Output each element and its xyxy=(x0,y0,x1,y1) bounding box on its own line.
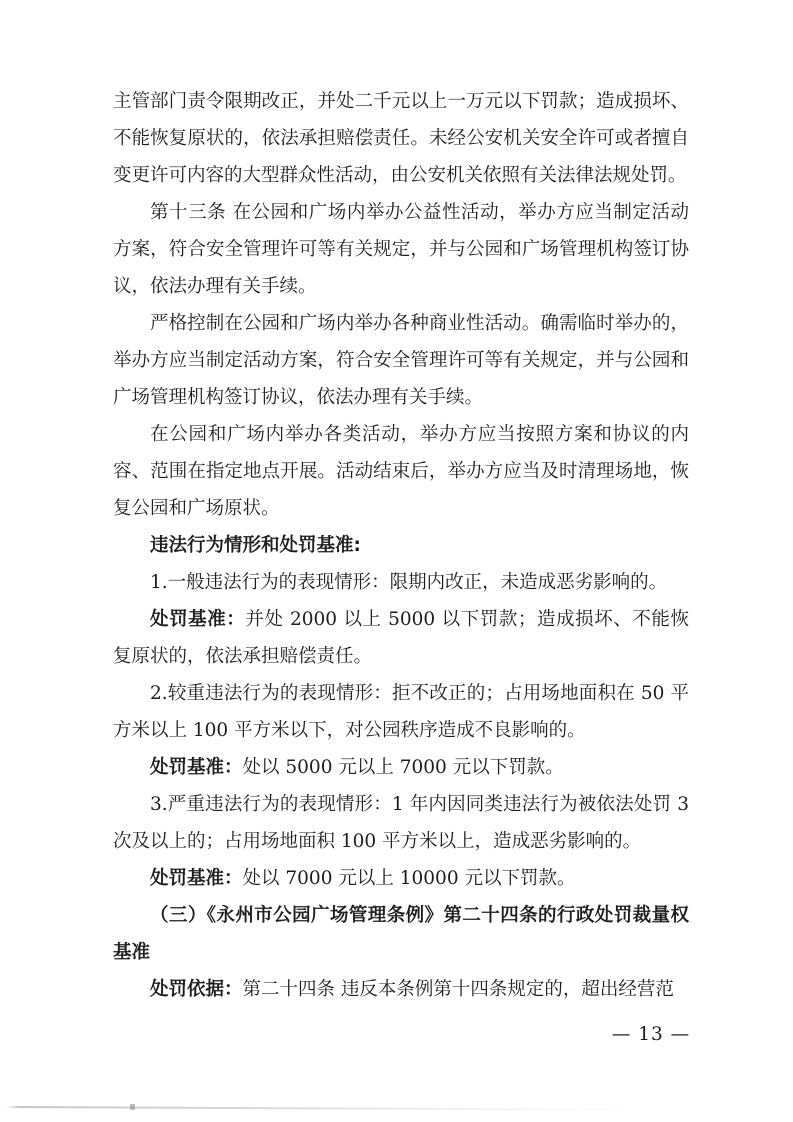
penalty-basis-text: 第二十四条 违反本条例第十四条规定的，超出经营范 xyxy=(242,979,674,1000)
heading-violation-penalty-standards: 违法行为情形和处罚基准: xyxy=(150,535,361,556)
penalty-standard-label: 处罚基准： xyxy=(150,868,243,889)
penalty-standard-text: 处以 7000 元以上 10000 元以下罚款。 xyxy=(242,868,576,889)
paragraph-penalty-basis xyxy=(113,971,689,1008)
heading-section-3: （三）《永州市公园广场管理条例》第二十四条的行政处罚裁量权基准 xyxy=(113,905,689,963)
paragraph-violation-level-1: 1.一般违法行为的表现情形：限期内改正，未造成恶劣影响的。 xyxy=(150,572,668,593)
paragraph-penalty-standard-1 xyxy=(113,601,689,675)
document-body xyxy=(113,83,689,1008)
page-number: — 13 — xyxy=(611,1024,691,1045)
penalty-standard-label: 处罚基准： xyxy=(150,609,246,630)
scan-edge-artifact xyxy=(6,1106,656,1111)
paragraph-penalty-standard-2 xyxy=(113,749,689,786)
penalty-standard-text: 并处 2000 以上 5000 以下罚款；造成损坏、不能恢复原状的，依法承担赔偿责任。 xyxy=(113,609,689,667)
paragraph-activity-conduct: 在公园和广场内举办各类活动，举办方应当按照方案和协议的内容、范围在指定地点开展。活动结束后，举办方应当及时清理场地，恢复公园和广场原状。 xyxy=(113,424,689,519)
paragraph-fine-continuation: 主管部门责令限期改正，并处二千元以上一万元以下罚款；造成损坏、不能恢复原状的，依法承担赔偿责任。未经公安机关安全许可或者擅自变更许可内容的大型群众性活动，由公安机关依照有关法律法规处罚。 xyxy=(113,91,689,186)
paragraph-violation-level-2: 2.较重违法行为的表现情形：拒不改正的；占用场地面积在 50 平方米以上 100 平方米以下，对公园秩序造成不良影响的。 xyxy=(113,683,689,741)
paragraph-article-13: 第十三条 在公园和广场内举办公益性活动，举办方应当制定活动方案，符合安全管理许可等有关规定，并与公园和广场管理机构签订协议，依法办理有关手续。 xyxy=(113,202,689,297)
paragraph-penalty-standard-3 xyxy=(113,860,689,897)
paragraph-commercial-activities: 严格控制在公园和广场内举办各种商业性活动。确需临时举办的，举办方应当制定活动方案，符合安全管理许可等有关规定，并与公园和广场管理机构签订协议，依法办理有关手续。 xyxy=(113,313,689,408)
penalty-basis-label: 处罚依据： xyxy=(150,979,243,1000)
paragraph-violation-level-3: 3.严重违法行为的表现情形：1 年内因同类违法行为被依法处罚 3 次及以上的；占用场地面积 100 平方米以上，造成恶劣影响的。 xyxy=(113,794,689,852)
scan-speck-artifact xyxy=(130,1104,135,1110)
penalty-standard-text: 处以 5000 元以上 7000 元以下罚款。 xyxy=(242,757,564,778)
penalty-standard-label: 处罚基准： xyxy=(150,757,243,778)
